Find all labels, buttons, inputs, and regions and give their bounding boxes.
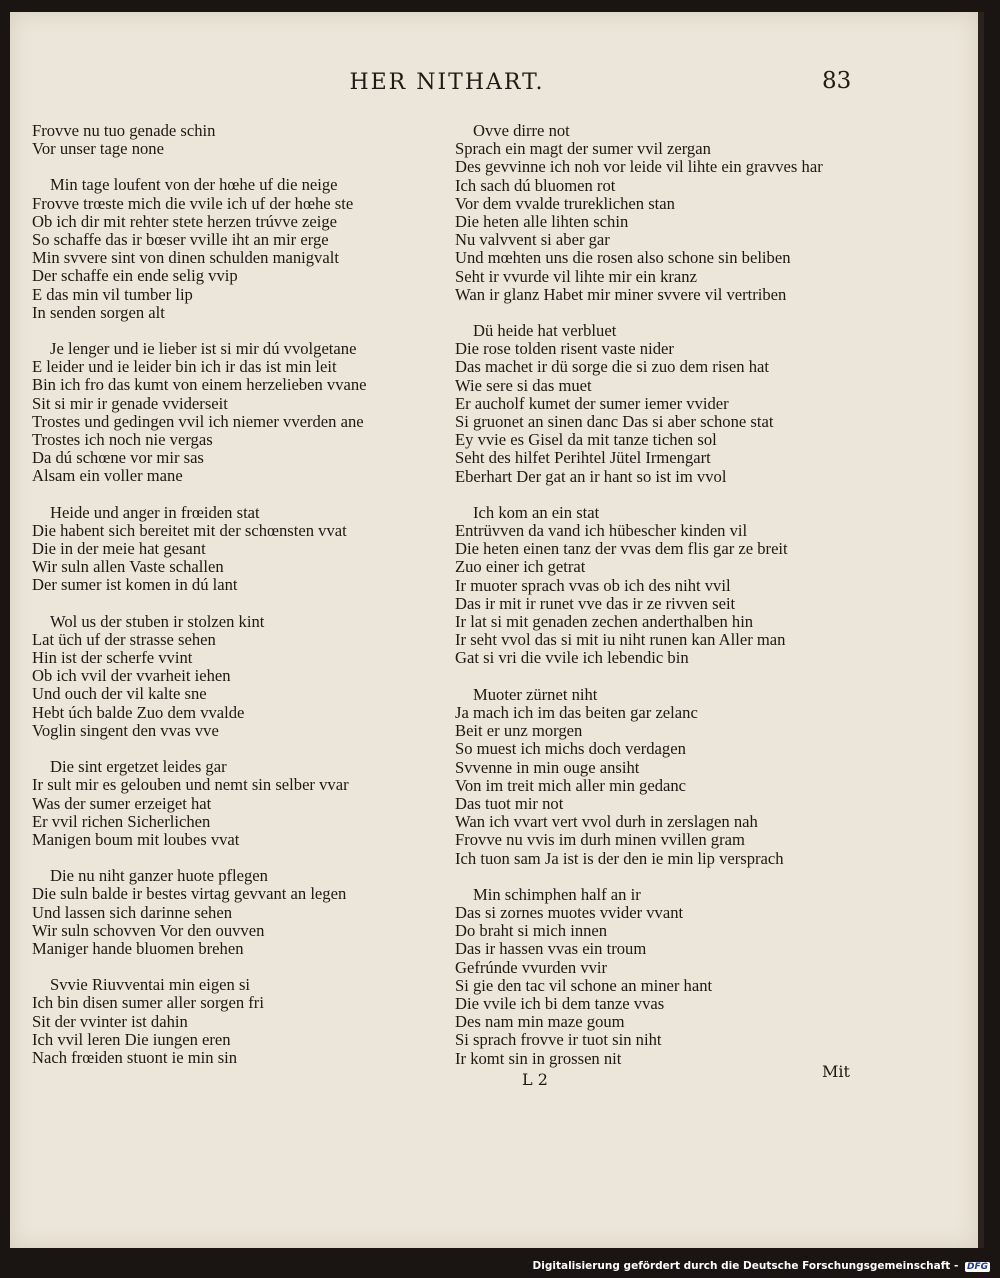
verse-line: Des gevvinne ich noh vor leide vil lihte ein gravves har: [455, 157, 823, 177]
verse-line: Ey vvie es Gisel da mit tanze tichen sol: [455, 430, 717, 450]
verse-line: Der schaffe ein ende selig vvip: [32, 266, 238, 286]
verse-line: Si gruonet an sinen danc Das si aber schone stat: [455, 412, 774, 432]
verse-line: Voglin singent den vvas vve: [32, 720, 219, 740]
stanza: [32, 340, 442, 486]
stanza: [32, 176, 442, 322]
verse-line: Seht des hilfet Perihtel Jütel Irmengart: [455, 448, 711, 468]
verse-line: Die habent sich bereitet mit der schœnsten vvat: [32, 520, 347, 540]
stanza: [32, 867, 442, 958]
verse-line: Die heten alle lihten schin: [455, 212, 629, 232]
verse-line: Wie sere si das muet: [455, 375, 592, 395]
verse-line: Heide und anger in frœiden stat: [50, 502, 260, 522]
verse-line: Sit der vvinter ist dahin: [32, 1011, 188, 1031]
digitization-footer: [533, 1260, 990, 1272]
verse-line: Nach frœiden stuont ie min sin: [32, 1047, 238, 1067]
verse-line: Und lassen sich darinne sehen: [32, 902, 232, 922]
verse-line: Ob ich dir mit rehter stete herzen trúvve zeige: [32, 211, 338, 231]
verse-line: Ich tuon sam Ja ist is der den ie min lip versprach: [455, 848, 784, 868]
verse-line: Min schimphen half an ir: [473, 884, 641, 904]
verse-line: Ich sach dú bluomen rot: [455, 175, 616, 195]
verse-line: Die vvile ich bi dem tanze vvas: [455, 993, 665, 1013]
verse-line: Ir seht vvol das si mit iu niht runen kan Aller man: [455, 630, 786, 650]
verse-line: Da dú schœne vor mir sas: [32, 448, 204, 468]
verse-line: Trostes ich noch nie vergas: [32, 430, 213, 450]
verse-line: Do braht si mich innen: [455, 921, 608, 941]
verse-line: Die in der meie hat gesant: [32, 539, 206, 559]
verse-line: Hin ist der scherfe vvint: [32, 648, 193, 668]
verse-line: Der sumer ist komen in dú lant: [32, 575, 238, 595]
verse-line: Eberhart Der gat an ir hant so ist im vvol: [455, 466, 727, 486]
verse-line: Ir lat si mit genaden zechen anderthalben hin: [455, 612, 754, 632]
verse-line: Wir suln schovven Vor den ouvven: [32, 920, 265, 940]
verse-line: Die nu niht ganzer huote pflegen: [50, 866, 268, 886]
verse-line: Er vvil richen Sicherlichen: [32, 811, 211, 831]
verse-line: Vor dem vvalde trureklichen stan: [455, 193, 675, 213]
verse-line: Die sint ergetzet leides gar: [50, 757, 227, 777]
verse-line: Bin ich fro das kumt von einem herzelieben vvane: [32, 375, 367, 395]
verse-line: E leider und ie leider bin ich ir das ist min leit: [32, 357, 337, 377]
verse-line: Ir muoter sprach vvas ob ich des niht vvil: [455, 575, 731, 595]
book-page: [10, 12, 978, 1248]
verse-line: Manigen boum mit loubes vvat: [32, 829, 240, 849]
verse-line: Des nam min maze goum: [455, 1012, 625, 1032]
stanza: [455, 686, 875, 868]
verse-line: Wan ir glanz Habet mir miner svvere vil vertriben: [455, 284, 787, 304]
verse-line: Beit er unz morgen: [455, 721, 583, 741]
verse-line: Das ir mit ir runet vve das ir ze rivven seit: [455, 593, 736, 613]
stanza: [455, 504, 875, 668]
verse-line: Die heten einen tanz der vvas dem flis gar ze breit: [455, 539, 788, 559]
verse-line: Die suln balde ir bestes virtag gevvant an legen: [32, 884, 347, 904]
stanza: [32, 613, 442, 740]
verse-line: Muoter zürnet niht: [473, 684, 598, 704]
verse-line: Ovve dirre not: [473, 121, 570, 140]
verse-line: So muest ich michs doch verdagen: [455, 739, 686, 759]
verse-line: Wir suln allen Vaste schallen: [32, 557, 224, 577]
verse-line: Er aucholf kumet der sumer iemer vvider: [455, 393, 729, 413]
stanza: [455, 886, 875, 1068]
verse-line: Und ouch der vil kalte sne: [32, 684, 207, 704]
verse-line: Gefrúnde vvurden vvir: [455, 957, 608, 977]
verse-line: Wol us der stuben ir stolzen kint: [50, 611, 265, 631]
verse-line: Nu valvvent si aber gar: [455, 230, 610, 250]
footer-text: Digitalisierung gefördert durch die Deutsche Forschungsgemeinschaft -: [532, 1260, 959, 1272]
verse-line: Si sprach frovve ir tuot sin niht: [455, 1030, 662, 1050]
verse-line: Das si zornes muotes vvider vvant: [455, 902, 684, 922]
verse-line: Maniger hande bluomen brehen: [32, 938, 244, 958]
verse-line: Svvie Riuvventai min eigen si: [50, 975, 251, 995]
stanza: [32, 122, 442, 158]
verse-line: Frovve nu tuo genade schin: [32, 121, 216, 140]
verse-line: Was der sumer erzeiget hat: [32, 793, 212, 813]
verse-line: Frovve trœste mich die vvile ich uf der hœhe ste: [32, 193, 354, 213]
verse-line: Von im treit mich aller min gedanc: [455, 775, 687, 795]
stanza: [32, 504, 442, 595]
catchword: Mit: [822, 1062, 850, 1081]
stanza: [32, 758, 442, 849]
verse-line: Je lenger und ie lieber ist si mir dú vvolgetane: [50, 339, 357, 359]
verse-line: So schaffe das ir bœser vville iht an mir erge: [32, 230, 329, 250]
verse-line: Lat üch uf der strasse sehen: [32, 629, 216, 649]
stanza: [455, 322, 875, 486]
verse-line: Das machet ir dü sorge die si zuo dem risen hat: [455, 357, 769, 377]
verse-line: E das min vil tumber lip: [32, 284, 193, 304]
verse-line: Min svvere sint von dinen schulden manigvalt: [32, 248, 339, 268]
verse-line: Trostes und gedingen vvil ich niemer vverden ane: [32, 411, 364, 431]
stanza: [32, 976, 442, 1067]
verse-line: Das tuot mir not: [455, 793, 564, 813]
verse-line: Wan ich vvart vert vvol durh in zerslagen nah: [455, 812, 758, 832]
verse-line: Entrüvven da vand ich hübescher kinden vil: [455, 521, 748, 541]
verse-line: In senden sorgen alt: [32, 302, 165, 322]
verse-line: Sprach ein magt der sumer vvil zergan: [455, 139, 711, 159]
verse-line: Gat si vri die vvile ich lebendic bin: [455, 648, 689, 668]
verse-line: Ich vvil leren Die iungen eren: [32, 1029, 231, 1049]
running-title: HER NITHART.: [349, 70, 545, 95]
verse-line: Alsam ein voller mane: [32, 466, 183, 486]
verse-line: Ich bin disen sumer aller sorgen fri: [32, 993, 264, 1013]
verse-line: Hebt úch balde Zuo dem vvalde: [32, 702, 245, 722]
signature-mark: L 2: [522, 1070, 548, 1089]
dfg-logo-icon: DFG: [966, 1262, 988, 1272]
verse-line: Min tage loufent von der hœhe uf die neige: [50, 175, 338, 195]
verse-line: Die rose tolden risent vaste nider: [455, 339, 674, 359]
stanza: [455, 122, 875, 304]
verse-line: Ob ich vvil der vvarheit iehen: [32, 666, 231, 686]
verse-line: Dü heide hat verbluet: [473, 321, 617, 341]
verse-line: Und mœhten uns die rosen also schone sin beliben: [455, 248, 791, 268]
verse-line: Ja mach ich im das beiten gar zelanc: [455, 702, 698, 722]
verse-line: Sit si mir ir genade vviderseit: [32, 393, 228, 413]
verse-line: Svvenne in min ouge ansiht: [455, 757, 640, 777]
verse-line: Ir komt sin in grossen nit: [455, 1048, 622, 1068]
verse-line: Ich kom an ein stat: [473, 502, 600, 522]
verse-line: Si gie den tac vil schone an miner hant: [455, 975, 713, 995]
verse-line: Frovve nu vvis im durh minen vvillen gram: [455, 830, 745, 850]
verse-line: Ir sult mir es gelouben und nemt sin selber vvar: [32, 775, 349, 795]
verse-line: Das ir hassen vvas ein troum: [455, 939, 647, 959]
right-column: [455, 122, 875, 1086]
verse-line: Vor unser tage none: [32, 139, 164, 159]
page-number: 83: [822, 68, 852, 94]
verse-line: Zuo einer ich getrat: [455, 557, 586, 577]
left-column: [32, 122, 442, 1085]
page-edge: [978, 12, 984, 1248]
verse-line: Seht ir vvurde vil lihte mir ein kranz: [455, 266, 697, 286]
